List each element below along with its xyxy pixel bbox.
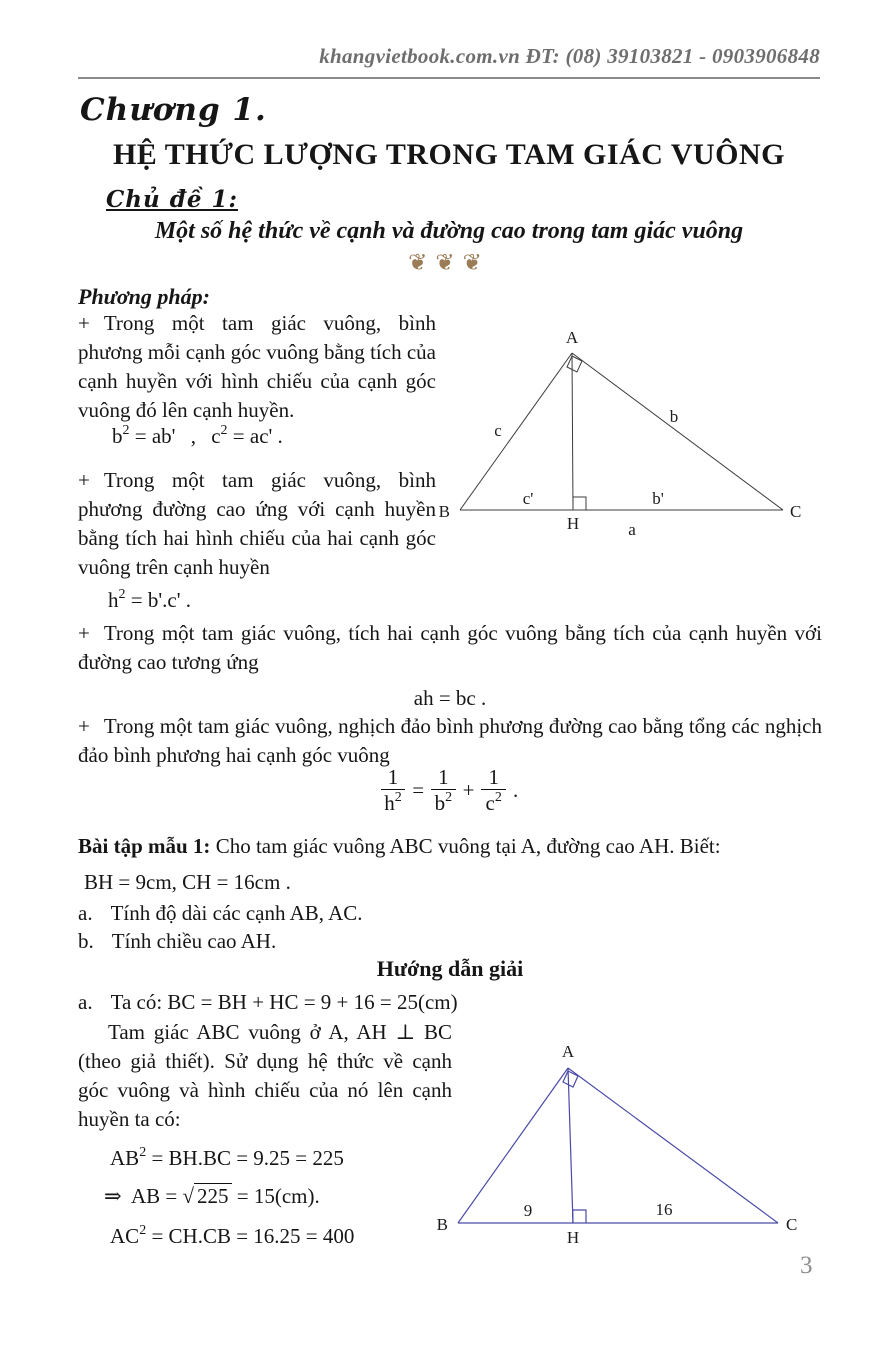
formula-h2 <box>108 588 191 613</box>
item-text: Tính chiều cao AH. <box>111 929 277 953</box>
method-bullet-3 <box>78 619 822 677</box>
foot-label-h: H <box>566 514 580 533</box>
formula-term: b <box>112 424 123 448</box>
bullet-marker: + <box>78 468 90 492</box>
side-label-b: b <box>669 407 679 426</box>
vertex-label-b: B <box>438 502 450 521</box>
formula-term: = b'.c' . <box>125 588 191 612</box>
implies-arrow-icon: ⇒ <box>104 1184 122 1208</box>
denominator <box>381 790 406 814</box>
equation-ab-squared <box>110 1146 344 1171</box>
bullet-text: Trong một tam giác vuông, bình phương đường cao ứng với cạnh huyền bằng tích hai hình chiếu của hai cạnh góc vuông trên cạnh huyền <box>78 468 436 579</box>
numerator: 1 <box>381 766 406 790</box>
fraction <box>481 766 506 814</box>
foot-label-h: H <box>566 1228 580 1247</box>
altitude-ah <box>572 353 573 510</box>
formula-exponent: 2 <box>139 1223 147 1238</box>
formula-term: h <box>108 588 119 612</box>
vertex-label-c: C <box>786 1215 798 1234</box>
vertex-label-a: A <box>565 328 579 347</box>
side-label-a: a <box>628 520 636 539</box>
formula-ah-bc: ah = bc . <box>413 686 487 710</box>
chapter-label: Chương 1. <box>80 92 267 128</box>
header-contact-text: khangvietbook.com.vn ĐT: (08) 39103821 - 0903906848 <box>319 44 820 68</box>
den-exponent: 2 <box>494 790 502 806</box>
topic-label: Chủ đề 1: <box>106 186 238 213</box>
item-text: Ta có: BC = BH + HC = 9 + 16 = 25(cm) <box>110 990 458 1014</box>
equation-ab-result <box>104 1184 320 1209</box>
formula-b2-c2 <box>112 424 283 449</box>
item-marker: b. <box>78 929 94 953</box>
formula-term: = 15(cm). <box>231 1184 320 1208</box>
period: . <box>512 777 519 802</box>
item-text: Tính độ dài các cạnh AB, AC. <box>110 901 363 925</box>
solution-step-a <box>78 988 458 1017</box>
bullet-text: Trong một tam giác vuông, tích hai cạnh góc vuông bằng tích của cạnh huyền với đường cao tương ứng <box>78 621 822 674</box>
question-a <box>78 899 363 928</box>
formula-term: = ac' . <box>227 424 283 448</box>
formula-exponent: 2 <box>118 587 126 602</box>
method-bullet-4 <box>78 712 822 770</box>
formula-exponent: 2 <box>139 1145 147 1160</box>
formula-term: = BH.BC = 9.25 = 225 <box>146 1146 344 1170</box>
vertex-label-a: A <box>561 1042 575 1061</box>
right-angle-mark-h <box>573 1210 586 1223</box>
equation-ac-squared <box>110 1224 354 1249</box>
denominator <box>481 790 506 814</box>
method-heading: Phương pháp: <box>78 284 210 309</box>
plus-sign: + <box>462 777 475 802</box>
side-ac <box>572 353 783 510</box>
radical-sign: √ <box>182 1184 194 1208</box>
topic-subtitle: Một số hệ thức về cạnh và đường cao trong tam giác vuông <box>154 218 744 244</box>
side-ac <box>568 1068 778 1223</box>
item-marker: a. <box>78 990 93 1014</box>
numerator: 1 <box>481 766 506 790</box>
den-base: c <box>485 791 495 816</box>
formula-term: AC <box>110 1224 140 1248</box>
side-label-c: c <box>494 421 502 440</box>
bullet-text: Trong một tam giác vuông, nghịch đảo bình phương đường cao bằng tổng các nghịch đảo bình phương hai cạnh góc vuông <box>78 714 822 767</box>
formula-reciprocal-squares <box>78 766 822 814</box>
formula-term: = ab' <box>129 424 176 448</box>
formula-term: AB <box>110 1146 140 1170</box>
triangle-diagram-abc-solution <box>428 1038 820 1250</box>
formula-exponent: 2 <box>122 423 130 438</box>
solution-heading: Hướng dẫn giải <box>376 956 524 981</box>
den-exponent: 2 <box>445 790 453 806</box>
den-base: h <box>384 791 395 816</box>
fraction <box>431 766 456 814</box>
formula-exponent: 2 <box>220 423 228 438</box>
question-b <box>78 927 276 956</box>
altitude-ah <box>568 1068 573 1223</box>
side-ab <box>458 1068 568 1223</box>
right-angle-mark-h <box>573 497 586 510</box>
segment-label-c-prime: c' <box>522 489 534 508</box>
bullet-marker: + <box>78 311 90 335</box>
vertex-label-b: B <box>436 1215 448 1234</box>
bullet-marker: + <box>78 714 90 738</box>
bullet-text: Trong một tam giác vuông, bình phương mỗi cạnh góc vuông bằng tích của cạnh huyền với hình chiếu của cạnh góc vuông đó lên cạnh huyền. <box>78 311 436 422</box>
vertex-label-c: C <box>790 502 802 521</box>
denominator <box>431 790 456 814</box>
segment-label-hc: 16 <box>655 1200 673 1219</box>
formula-term: c <box>211 424 221 448</box>
page-number: 3 <box>800 1252 813 1279</box>
segment-label-bh: 9 <box>523 1201 533 1220</box>
method-bullet-2 <box>78 466 436 582</box>
segment-label-b-prime: b' <box>652 489 664 508</box>
bullet-marker: + <box>78 621 90 645</box>
triangle-diagram-abc-labeled <box>428 328 820 540</box>
example-intro: Cho tam giác vuông ABC vuông tại A, đường cao AH. Biết: <box>210 834 721 858</box>
formula-separator: , <box>185 424 202 448</box>
chapter-title: HỆ THỨC LƯỢNG TRONG TAM GIÁC VUÔNG <box>112 138 786 171</box>
example-given: BH = 9cm, CH = 16cm . <box>84 870 291 894</box>
den-base: b <box>434 791 446 816</box>
formula-term: AB = <box>121 1184 183 1208</box>
ornament-flourish: ❦❦❦ <box>408 250 490 276</box>
example-label: Bài tập mẫu 1: <box>78 834 211 858</box>
numerator: 1 <box>431 766 456 790</box>
fraction <box>381 766 406 814</box>
solution-paragraph: Tam giác ABC vuông ở A, AH ⊥ BC (theo giả thiết). Sử dụng hệ thức về cạnh góc vuông và hình chiếu của nó lên cạnh huyền ta có: <box>78 1020 452 1131</box>
method-bullet-1 <box>78 309 436 425</box>
formula-term: = CH.CB = 16.25 = 400 <box>146 1224 355 1248</box>
den-exponent: 2 <box>394 790 402 806</box>
equals-sign: = <box>412 777 425 802</box>
header-rule <box>78 77 820 79</box>
item-marker: a. <box>78 901 93 925</box>
side-ab <box>460 353 572 510</box>
example-statement <box>78 832 822 861</box>
radicand: 225 <box>194 1183 232 1208</box>
